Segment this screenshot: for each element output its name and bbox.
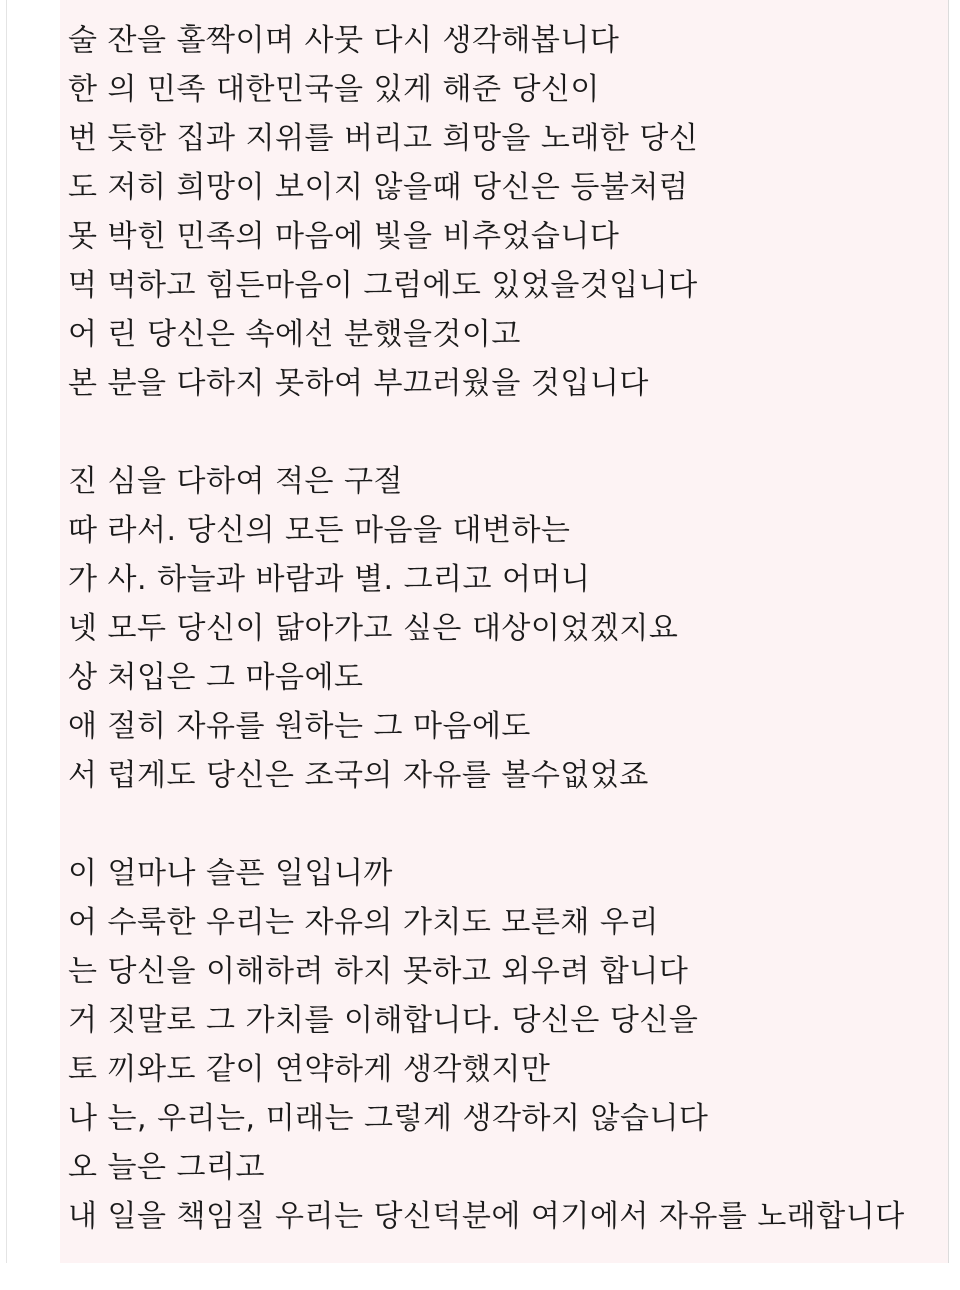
poem-line: 번 듯한 집과 지위를 버리고 희망을 노래한 당신 [68, 121, 699, 156]
poem-line: 술 잔을 홀짝이며 사뭇 다시 생각해봅니다 [68, 23, 620, 58]
right-border [948, 0, 949, 1263]
poem-line: 내 일을 책임질 우리는 당신덕분에 여기에서 자유를 노래합니다 [68, 1199, 905, 1234]
poem-line: 못 박힌 민족의 마음에 빛을 비추었습니다 [68, 219, 620, 254]
poem-line: 어 린 당신은 속에선 분했을것이고 [68, 317, 521, 352]
poem-line: 어 수룩한 우리는 자유의 가치도 모른채 우리 [68, 905, 659, 940]
poem-line: 상 처입은 그 마음에도 [68, 660, 364, 695]
poem-line: 는 당신을 이해하려 하지 못하고 외우려 합니다 [68, 954, 689, 989]
left-border [6, 0, 7, 1263]
poem-line: 나 는, 우리는, 미래는 그렇게 생각하지 않습니다 [68, 1101, 709, 1136]
poem-line: 오 늘은 그리고 [68, 1150, 265, 1185]
poem-line: 먹 먹하고 힘든마음이 그럼에도 있었을것입니다 [68, 268, 698, 303]
poem-line: 진 심을 다하여 적은 구절 [68, 464, 403, 499]
poem-body [68, 16, 938, 1290]
stanza-2 [68, 457, 938, 800]
poem-line: 서 럽게도 당신은 조국의 자유를 볼수없었죠 [68, 758, 649, 793]
poem-line: 거 짓말로 그 가치를 이해합니다. 당신은 당신을 [68, 1003, 699, 1038]
stanza-3 [68, 849, 938, 1241]
poem-line: 가 사. 하늘과 바람과 별. 그리고 어머니 [68, 562, 591, 597]
poem-line: 넷 모두 당신이 닮아가고 싶은 대상이었겠지요 [68, 611, 679, 646]
poem-line: 본 분을 다하지 못하여 부끄러웠을 것입니다 [68, 366, 649, 401]
poem-line: 토 끼와도 같이 연약하게 생각했지만 [68, 1052, 551, 1087]
stanza-1 [68, 16, 938, 408]
poem-line: 도 저히 희망이 보이지 않을때 당신은 등불처럼 [68, 170, 689, 205]
poem-line: 이 얼마나 슬픈 일입니까 [68, 856, 393, 891]
poem-line: 애 절히 자유를 원하는 그 마음에도 [68, 709, 531, 744]
poem-line: 따 라서. 당신의 모든 마음을 대변하는 [68, 513, 571, 548]
poem-line: 한 의 민족 대한민국을 있게 해준 당신이 [68, 72, 600, 107]
